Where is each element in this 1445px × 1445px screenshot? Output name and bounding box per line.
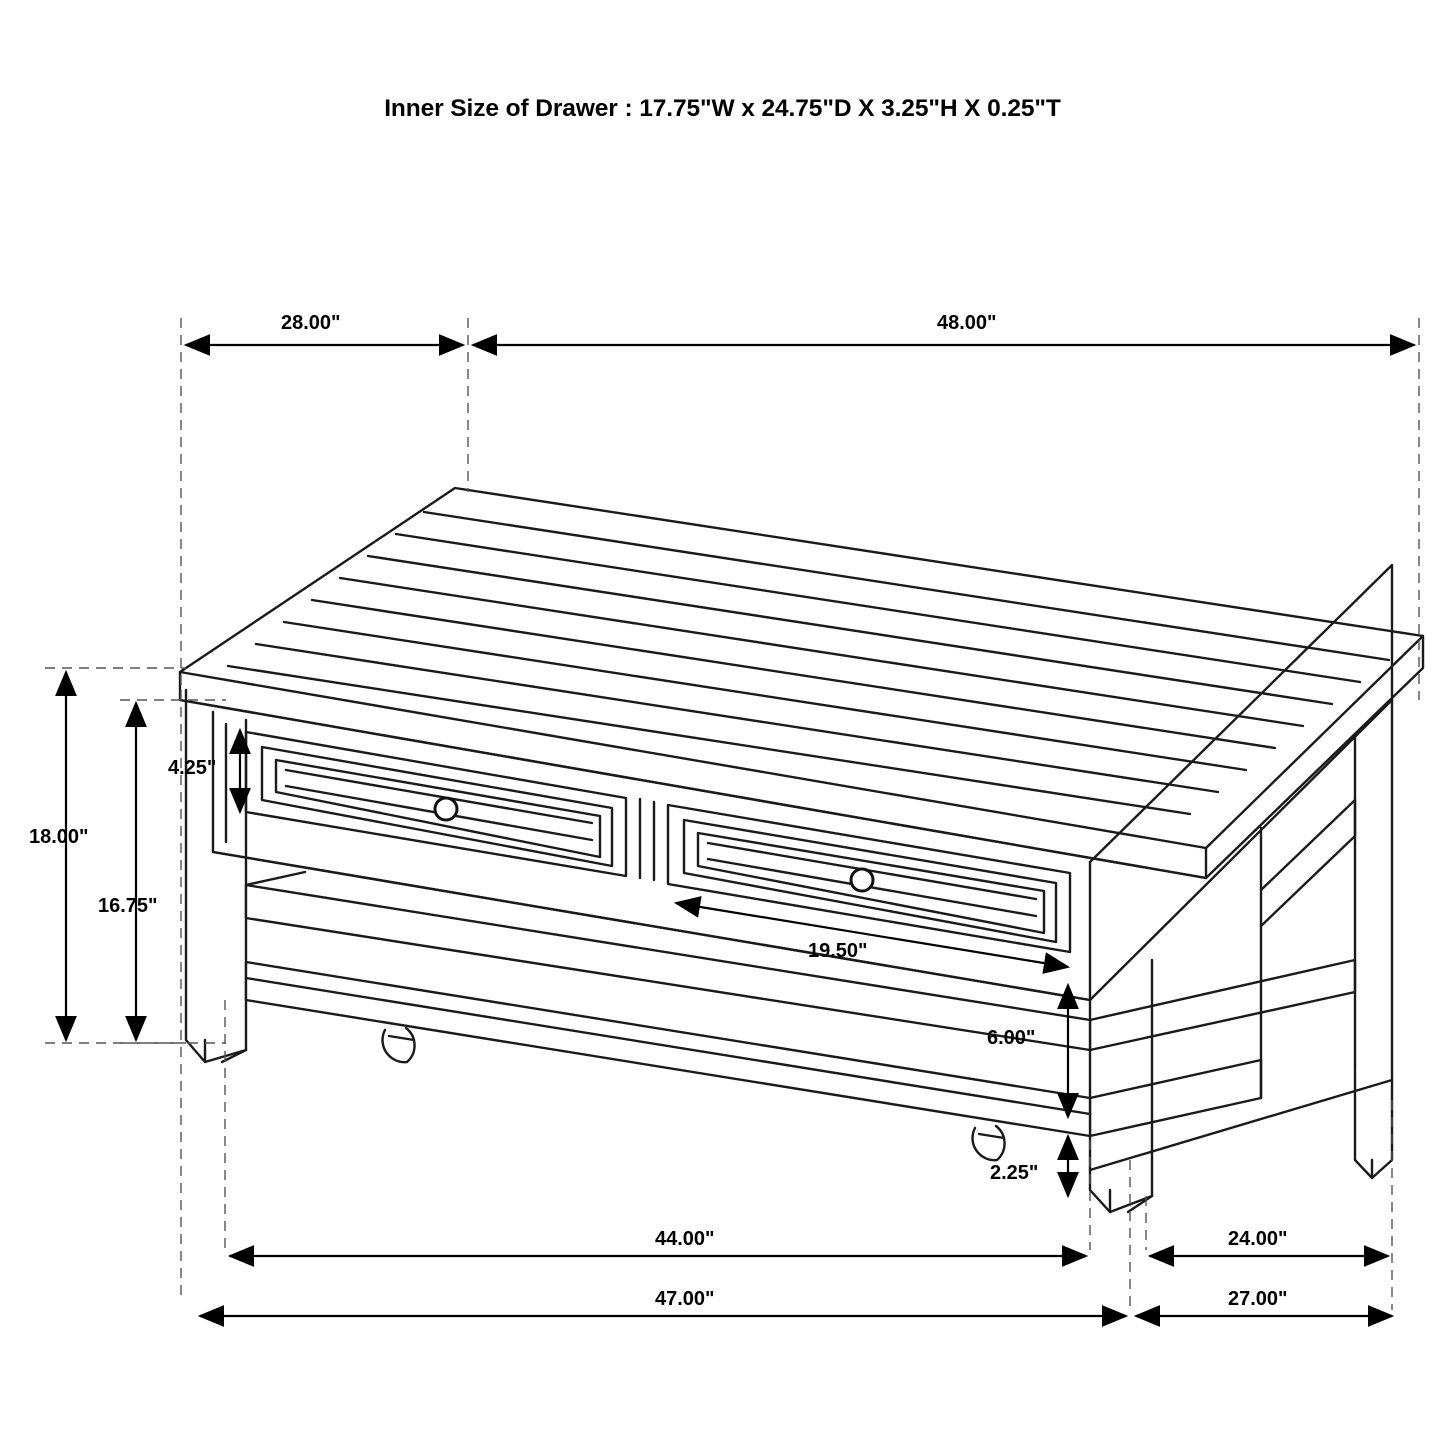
dimension-label-drawer-width: 19.50" <box>808 940 868 962</box>
dimension-label-shelf-clearance: 6.00" <box>987 1027 1036 1049</box>
dimension-label-height-to-top: 16.75" <box>98 895 158 917</box>
dimension-label-width-top: 48.00" <box>937 312 997 334</box>
dimension-label-depth-top-left: 28.00" <box>281 312 341 334</box>
dimension-label-shelf-width: 44.00" <box>655 1228 715 1250</box>
dimension-label-leg-height: 2.25" <box>990 1162 1039 1184</box>
page-title: Inner Size of Drawer : 17.75"W x 24.75"D X 3.25"H X 0.25"T <box>384 95 1061 122</box>
dimension-label-base-width: 47.00" <box>655 1288 715 1310</box>
left-front-leg <box>186 690 246 1062</box>
lower-shelf <box>246 872 1355 1136</box>
dimension-label-side-depth-outer: 27.00" <box>1228 1288 1288 1310</box>
dimension-label-drawer-height: 4.25" <box>168 757 217 779</box>
dimension-label-overall-height: 18.00" <box>29 826 89 848</box>
dimension-label-side-depth-inner: 24.00" <box>1228 1228 1288 1250</box>
